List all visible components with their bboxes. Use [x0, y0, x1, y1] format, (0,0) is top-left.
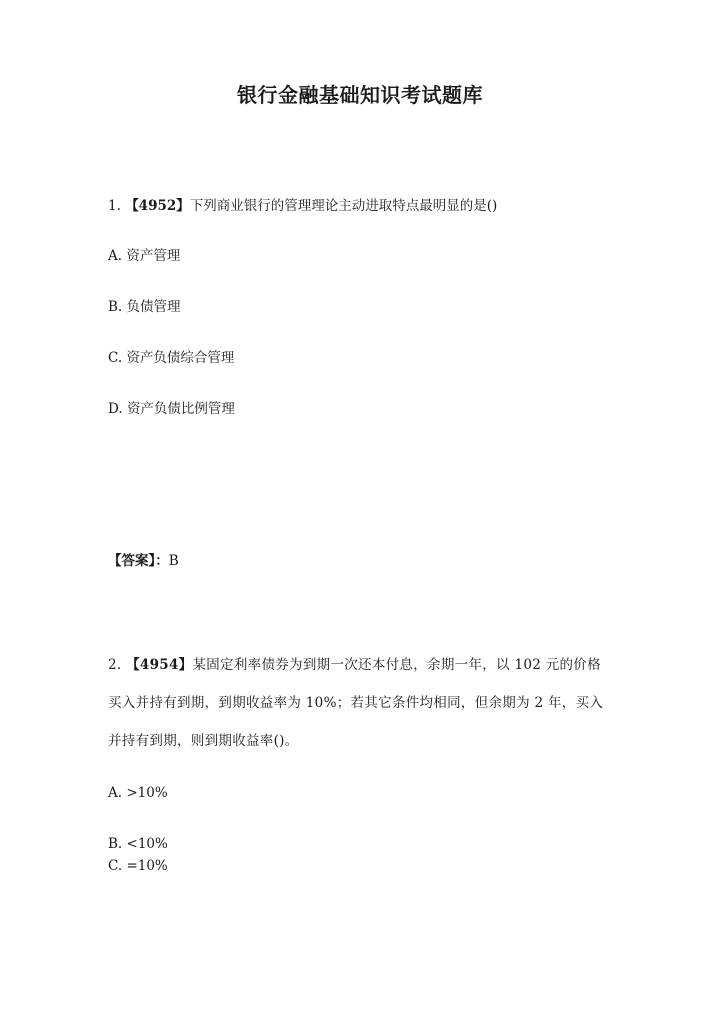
question-2-number: 2. — [108, 657, 122, 673]
option-letter: C. — [108, 858, 123, 874]
option-letter: C. — [108, 350, 123, 366]
question-2-code: 【4954】 — [126, 657, 193, 673]
question-2-option-c — [108, 856, 168, 876]
question-1-option-c — [108, 348, 234, 368]
option-text: 资产管理 — [126, 248, 181, 264]
question-2-option-b — [108, 834, 168, 854]
answer-value: B — [168, 553, 179, 569]
option-text: 资产负债比例管理 — [126, 401, 235, 417]
question-1-number: 1. — [108, 198, 121, 214]
option-text: >10% — [126, 785, 168, 801]
question-2-stem: 某固定利率债券为到期一次还本付息，余期一年，以 102 元的价格买入并持有到期，到期收益率为 10%；若其它条件均相同，但余期为 2 年，买入并持有到期，则到期收益率()。 — [108, 657, 604, 749]
option-letter: B. — [108, 836, 123, 852]
option-letter: A. — [108, 785, 123, 801]
question-1-code: 【4952】 — [125, 198, 190, 214]
option-text: <10% — [126, 836, 168, 852]
answer-label: 【答案】： — [108, 553, 169, 569]
question-1-option-b — [108, 297, 181, 317]
question-1-option-a — [108, 246, 180, 266]
option-letter: A. — [108, 248, 123, 264]
page-title: 银行金融基础知识考试题库 — [237, 83, 483, 107]
option-letter: D. — [108, 401, 123, 417]
question-1-option-d — [108, 399, 235, 419]
option-text: =10% — [126, 858, 168, 874]
question-2-option-a — [108, 783, 168, 803]
option-text: 资产负债综合管理 — [126, 350, 235, 366]
option-text: 负债管理 — [126, 299, 181, 315]
question-1-answer — [108, 551, 179, 571]
option-letter: B. — [108, 299, 123, 315]
question-1-stem: 下列商业银行的管理理论主动进取特点最明显的是() — [189, 198, 498, 214]
question-2-stem-block — [108, 646, 613, 760]
question-1-stem-line — [108, 196, 497, 216]
